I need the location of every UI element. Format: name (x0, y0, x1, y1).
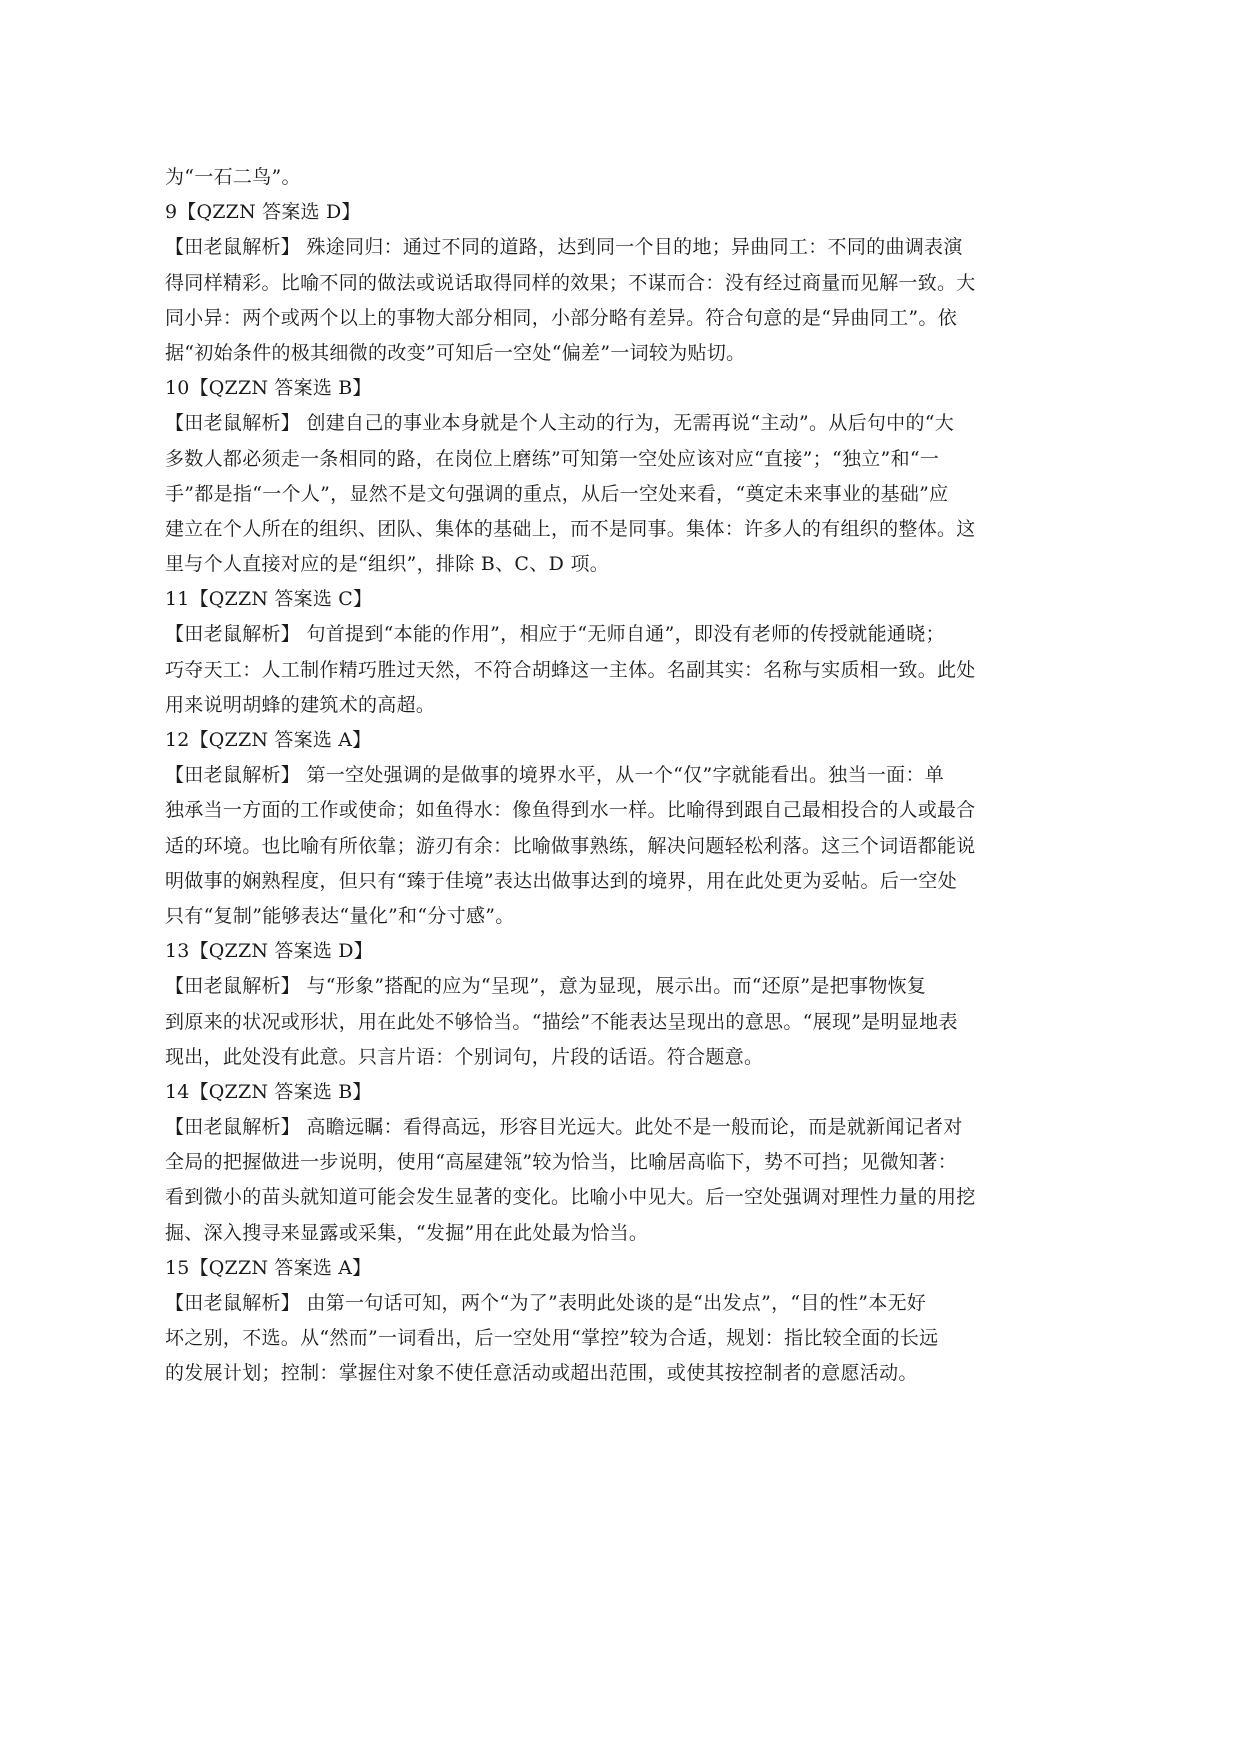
text-line: 建立在个人所在的组织、团队、集体的基础上，而不是同事。集体：许多人的有组织的整体。这 (165, 517, 976, 540)
text-line: 【田老鼠解析】 由第一句话可知，两个“为了”表明此处谈的是“出发点”，“目的性”本无好 (165, 1292, 927, 1314)
text-line: 看到微小的苗头就知道可能会发生显著的变化。比喻小中见大。后一空处强调对理性力量的用挖 (165, 1186, 976, 1209)
text-line: 【田老鼠解析】 创建自己的事业本身就是个人主动的行为，无需再说“主动”。从后句中的“大 (165, 412, 955, 435)
answer-heading-14: 14【QZZN 答案选 B】 (165, 1080, 372, 1103)
text-line: 据“初始条件的极其细微的改变”可知后一空处“偏差”一词较为贴切。 (165, 341, 746, 364)
text-line: 手”都是指“一个人”，显然不是文句强调的重点，从后一空处来看，“奠定未来事业的基础”应 (165, 482, 949, 505)
text-line: 【田老鼠解析】 与“形象”搭配的应为“呈现”，意为显现，展示出。而“还原”是把事物恢复 (165, 975, 927, 998)
text-line: 的发展计划；控制：掌握住对象不使任意活动或超出范围，或使其按控制者的意愿活动。 (165, 1362, 918, 1385)
text-line: 里与个人直接对应的是“组织”，排除 B、C、D 项。 (165, 553, 610, 576)
answer-heading-9: 9【QZZN 答案选 D】 (165, 201, 361, 224)
text-line: 独承当一方面的工作或使命；如鱼得水：像鱼得到水一样。比喻得到跟自己最相投合的人或最合 (165, 799, 976, 822)
text-line: 多数人都必须走一条相同的路，在岗位上磨练”可知第一空处应该对应“直接”；“独立”和“一 (165, 447, 940, 470)
text-line: 适的环境。也比喻有所依靠；游刃有余：比喻做事熟练，解决问题轻松利落。这三个词语都能说 (165, 834, 976, 857)
answer-heading-15: 15【QZZN 答案选 A】 (165, 1256, 372, 1279)
text-line: 【田老鼠解析】 殊途同归：通过不同的道路，达到同一个目的地；异曲同工：不同的曲调表演 (165, 236, 963, 259)
text-line: 为“一石二鸟”。 (165, 166, 301, 188)
text-line: 明做事的娴熟程度，但只有“臻于佳境”表达出做事达到的境界，用在此处更为妥帖。后一空处 (165, 869, 958, 892)
text-line: 只有“复制”能够表达“量化”和“分寸感”。 (165, 904, 515, 927)
text-line: 得同样精彩。比喻不同的做法或说话取得同样的效果；不谋而合：没有经过商量而见解一致。大 (165, 271, 976, 294)
text-line: 掘、深入搜寻来显露或采集，“发掘”用在此处最为恰当。 (165, 1221, 649, 1244)
text-line: 同小异：两个或两个以上的事物大部分相同，小部分略有差异。符合句意的是“异曲同工”。依 (165, 306, 958, 329)
answer-heading-10: 10【QZZN 答案选 B】 (165, 377, 372, 400)
text-line: 用来说明胡蜂的建筑术的高超。 (165, 693, 436, 716)
text-line: 【田老鼠解析】 句首提到“本能的作用”，相应于“无师自通”，即没有老师的传授就能通晓； (165, 623, 945, 646)
text-line: 【田老鼠解析】 第一空处强调的是做事的境界水平，从一个“仅”字就能看出。独当一面：单 (165, 764, 945, 787)
document-body (165, 160, 1085, 1392)
text-line: 【田老鼠解析】 高瞻远瞩：看得高远，形容目光远大。此处不是一般而论，而是就新闻记者对 (165, 1116, 963, 1139)
answer-heading-12: 12【QZZN 答案选 A】 (165, 729, 372, 751)
text-line: 巧夺天工：人工制作精巧胜过天然，不符合胡蜂这一主体。名副其实：名称与实质相一致。此处 (165, 658, 976, 681)
text-line: 全局的把握做进一步说明，使用“高屋建瓴”较为恰当，比喻居高临下，势不可挡；见微知著： (165, 1151, 958, 1174)
text-line: 到原来的状况或形状，用在此处不够恰当。“描绘”不能表达呈现出的意思。“展现”是明显地表 (165, 1010, 958, 1033)
text-line: 现出，此处没有此意。只言片语：个别词句，片段的话语。符合题意。 (165, 1045, 764, 1068)
text-line: 坏之别，不选。从“然而”一词看出，后一空处用“掌控”较为合适，规划：指比较全面的长远 (165, 1327, 939, 1350)
answer-heading-13: 13【QZZN 答案选 D】 (165, 940, 373, 963)
answer-heading-11: 11【QZZN 答案选 C】 (165, 588, 373, 611)
